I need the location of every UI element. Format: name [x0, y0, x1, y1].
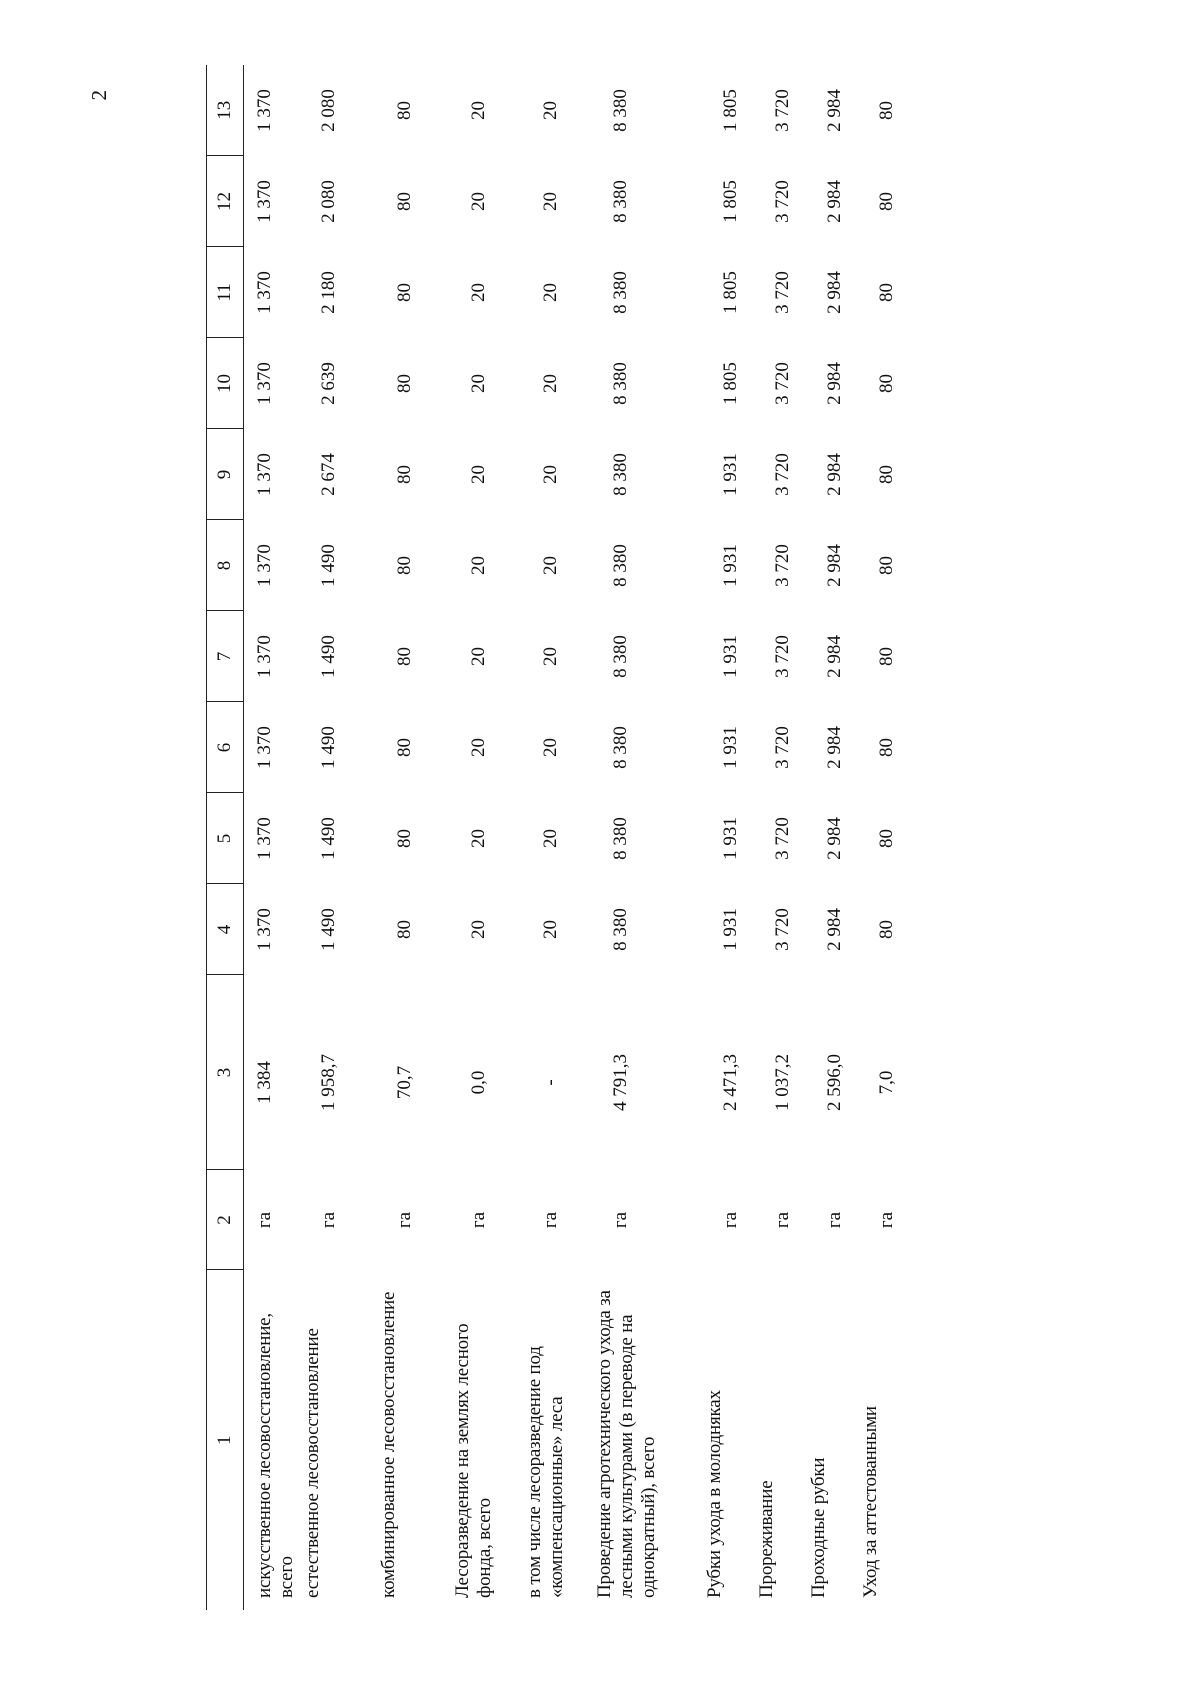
row-value: 1 370 [254, 180, 275, 223]
column-number-row [207, 65, 244, 1610]
row-value: 1 931 [720, 908, 741, 951]
page-number: 2 [87, 90, 111, 101]
row-value: 2 639 [318, 362, 339, 405]
row-value: 1 805 [720, 89, 741, 132]
row-unit: га [610, 1211, 631, 1229]
row-value: 1 490 [318, 635, 339, 678]
row-value: 80 [876, 101, 897, 120]
row-value: 80 [876, 829, 897, 848]
table-row [244, 65, 303, 1610]
row-value: 80 [876, 283, 897, 302]
row-value: 20 [540, 556, 561, 575]
row-unit: га [876, 1211, 897, 1229]
row-value: 1 490 [318, 544, 339, 587]
column-header-13: 13 [207, 65, 244, 156]
row-value: 8 380 [610, 635, 631, 678]
row-value: 3 720 [772, 635, 793, 678]
row-value: 8 380 [610, 362, 631, 405]
row-value: 2 080 [318, 180, 339, 223]
row-value: 1 370 [254, 726, 275, 769]
row-value: 3 720 [772, 726, 793, 769]
row-value: 20 [540, 192, 561, 211]
row-value: 1 370 [254, 908, 275, 951]
row-unit: га [720, 1211, 741, 1229]
row-value: 8 380 [610, 271, 631, 314]
row-value: 3 720 [772, 453, 793, 496]
row-value: 20 [468, 829, 489, 848]
row-value: 1 370 [254, 362, 275, 405]
row-value: 80 [394, 283, 415, 302]
row-value: 20 [468, 101, 489, 120]
column-header-11: 11 [207, 247, 244, 338]
row-unit: га [468, 1211, 489, 1229]
row-value: 2 984 [824, 544, 845, 587]
row-value: 3 720 [772, 362, 793, 405]
forest-activities-table [206, 65, 906, 1610]
row-value: 1 931 [720, 817, 741, 860]
row-value: 2 984 [824, 635, 845, 678]
table-row [378, 65, 452, 1610]
row-value: 80 [876, 374, 897, 393]
row-value: 80 [394, 101, 415, 120]
row-value: 2 984 [824, 453, 845, 496]
table-row [302, 65, 378, 1610]
row-value: 1 370 [254, 544, 275, 587]
row-value: 1 370 [254, 817, 275, 860]
row-value: 3 720 [772, 817, 793, 860]
table-row [452, 65, 524, 1610]
row-value: 80 [876, 192, 897, 211]
row-value: 2 984 [824, 271, 845, 314]
row-value: 20 [540, 738, 561, 757]
row-value: 8 380 [610, 726, 631, 769]
row-value: 2 984 [824, 817, 845, 860]
row-value: 1 805 [720, 271, 741, 314]
row-value: 20 [468, 283, 489, 302]
row-value: 2 984 [824, 89, 845, 132]
column-header-10: 10 [207, 338, 244, 429]
column-header-3: 3 [207, 975, 244, 1170]
row-value: 80 [876, 556, 897, 575]
row-value: 80 [876, 647, 897, 666]
row-value: 1 805 [720, 362, 741, 405]
row-value: 1 931 [720, 544, 741, 587]
row-value: 20 [468, 738, 489, 757]
column-header-6: 6 [207, 702, 244, 793]
row-value: 20 [468, 374, 489, 393]
row-value: 1 805 [720, 180, 741, 223]
row-value: 1 370 [254, 271, 275, 314]
table-row [808, 65, 860, 1610]
row-value: 1 931 [720, 635, 741, 678]
row-unit: га [540, 1211, 561, 1229]
row-value: 3 720 [772, 908, 793, 951]
row-unit: га [254, 1211, 275, 1229]
row-name: естественное лесовосстановление [302, 1328, 323, 1598]
row-value: 2 984 [824, 362, 845, 405]
row-value: 1 370 [254, 635, 275, 678]
table-row [756, 65, 808, 1610]
row-value: 1 931 [720, 726, 741, 769]
rotated-landscape-content [75, 55, 1095, 1675]
row-value: 20 [540, 920, 561, 939]
column-header-8: 8 [207, 520, 244, 611]
row-name: Лесоразведение на землях лесного фонда, всего [452, 1323, 495, 1598]
column-header-5: 5 [207, 793, 244, 884]
row-base-value: 70,7 [394, 1065, 415, 1100]
row-name: искусственное лесовосстановление, всего [254, 1313, 297, 1598]
row-value: 2 180 [318, 271, 339, 314]
table-row [594, 65, 704, 1610]
row-value: 1 490 [318, 726, 339, 769]
row-base-value: 1 958,7 [318, 1054, 339, 1111]
table-header [207, 65, 244, 1610]
row-name: Рубки ухода в молодняках [704, 1390, 725, 1598]
row-name: Проходные рубки [808, 1457, 829, 1598]
row-value: 80 [876, 465, 897, 484]
row-value: 20 [540, 829, 561, 848]
table-row [524, 65, 594, 1610]
row-value: 80 [394, 465, 415, 484]
row-value: 2 984 [824, 726, 845, 769]
row-value: 80 [876, 920, 897, 939]
row-value: 20 [540, 283, 561, 302]
row-value: 1 370 [254, 453, 275, 496]
row-value: 2 674 [318, 453, 339, 496]
row-value: 8 380 [610, 89, 631, 132]
column-header-2: 2 [207, 1170, 244, 1270]
row-name: в том числе лесоразведение под «компенсационные» леса [524, 1346, 567, 1598]
row-value: 20 [540, 465, 561, 484]
row-value: 20 [468, 556, 489, 575]
row-unit: га [772, 1211, 793, 1229]
row-value: 80 [394, 556, 415, 575]
row-value: 20 [540, 647, 561, 666]
row-value: 20 [540, 101, 561, 120]
row-value: 3 720 [772, 180, 793, 223]
table-row [860, 65, 906, 1610]
row-name: Проведение агротехнического ухода за лесными культурами (в переводе на однократный), всего [594, 1290, 659, 1598]
row-base-value: 2 596,0 [824, 1054, 845, 1111]
row-name: комбинированное лесовосстановление [378, 1291, 399, 1598]
row-value: 2 984 [824, 908, 845, 951]
row-base-value: 2 471,3 [720, 1054, 741, 1111]
row-base-value: 0,0 [468, 1070, 489, 1095]
row-value: 80 [394, 738, 415, 757]
row-value: 1 490 [318, 817, 339, 860]
column-header-1: 1 [207, 1270, 244, 1610]
row-unit: га [318, 1211, 339, 1229]
column-header-7: 7 [207, 611, 244, 702]
row-value: 80 [394, 920, 415, 939]
row-unit: га [824, 1211, 845, 1229]
row-value: 3 720 [772, 544, 793, 587]
row-value: 20 [468, 647, 489, 666]
row-value: 80 [394, 374, 415, 393]
table-body [244, 65, 907, 1610]
row-value: 8 380 [610, 180, 631, 223]
row-value: 8 380 [610, 817, 631, 860]
row-value: 1 931 [720, 453, 741, 496]
row-value: 80 [876, 738, 897, 757]
row-value: 20 [468, 920, 489, 939]
row-value: 1 490 [318, 908, 339, 951]
row-base-value: 7,0 [876, 1070, 897, 1095]
row-value: 20 [540, 374, 561, 393]
row-value: 8 380 [610, 453, 631, 496]
row-name: Прореживание [756, 1480, 777, 1598]
row-base-value: - [540, 1079, 561, 1086]
row-value: 1 370 [254, 89, 275, 132]
row-value: 8 380 [610, 908, 631, 951]
row-value: 3 720 [772, 89, 793, 132]
row-value: 2 984 [824, 180, 845, 223]
column-header-12: 12 [207, 156, 244, 247]
row-base-value: 1 037,2 [772, 1054, 793, 1111]
row-value: 80 [394, 647, 415, 666]
row-value: 80 [394, 829, 415, 848]
table-row [704, 65, 756, 1610]
row-unit: га [394, 1211, 415, 1229]
row-value: 2 080 [318, 89, 339, 132]
row-base-value: 4 791,3 [610, 1054, 631, 1111]
column-header-4: 4 [207, 884, 244, 975]
column-header-9: 9 [207, 429, 244, 520]
row-value: 8 380 [610, 544, 631, 587]
row-value: 3 720 [772, 271, 793, 314]
row-name: Уход за аттестованными [860, 1406, 881, 1598]
row-base-value: 1 384 [254, 1061, 275, 1104]
row-value: 80 [394, 192, 415, 211]
row-value: 20 [468, 192, 489, 211]
row-value: 20 [468, 465, 489, 484]
